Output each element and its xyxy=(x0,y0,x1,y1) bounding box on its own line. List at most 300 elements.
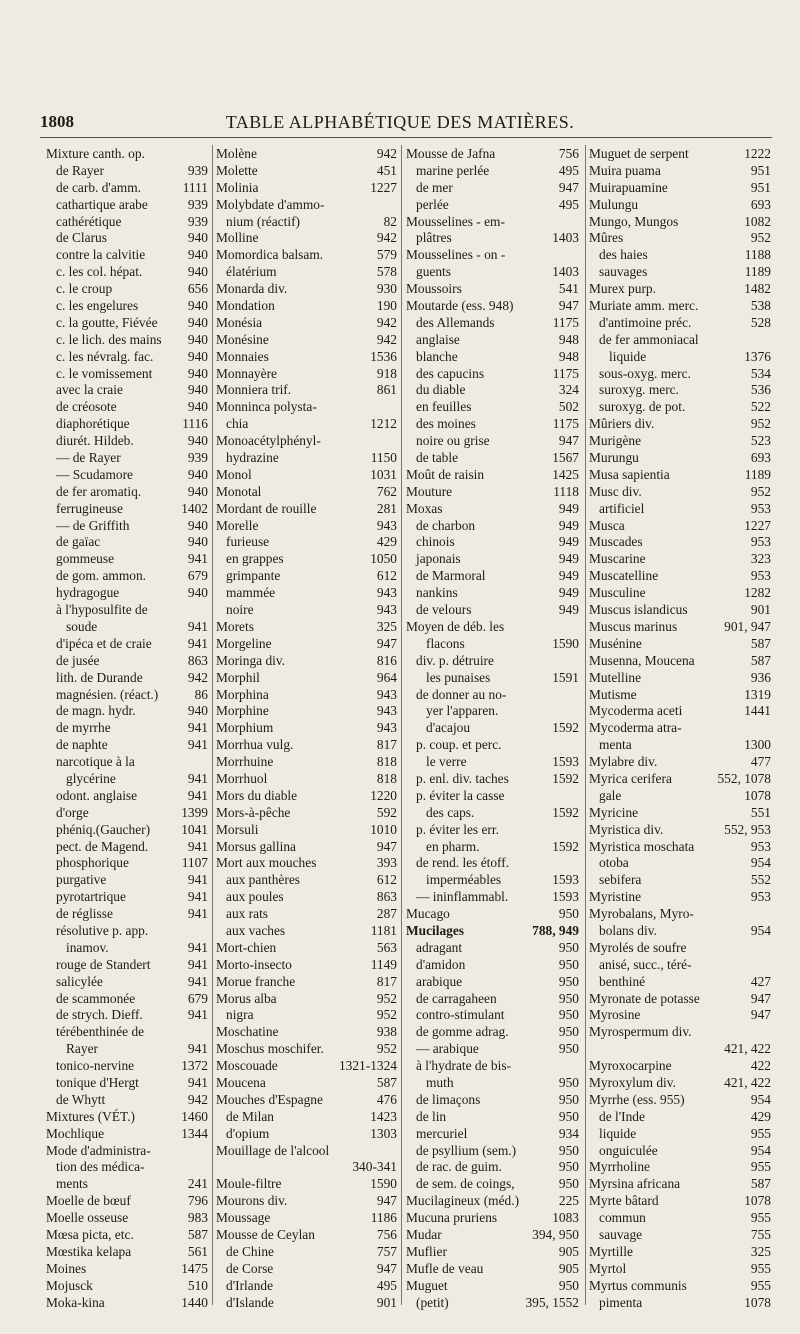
entry-page-ref: 950 xyxy=(558,990,579,1006)
entry-page-ref: 1227 xyxy=(370,179,397,195)
entry-term: ments xyxy=(56,1176,88,1192)
index-entry xyxy=(406,1278,581,1295)
entry-page-ref: 579 xyxy=(376,247,397,263)
index-entry xyxy=(46,1024,210,1041)
index-entry xyxy=(46,957,210,974)
entry-term: suroxyg. merc. xyxy=(599,382,679,398)
entry-page-ref: 1321-1324 xyxy=(338,1058,397,1074)
index-entry xyxy=(406,923,581,940)
entry-page-ref: 523 xyxy=(750,433,771,449)
entry-term: Morsuli xyxy=(216,821,259,837)
index-entry xyxy=(216,214,399,231)
index-entry xyxy=(589,991,773,1008)
entry-term: onguiculée xyxy=(599,1142,658,1158)
entry-term: Mixture canth. op. xyxy=(46,146,145,161)
index-entry xyxy=(589,180,773,197)
index-entry xyxy=(406,450,581,467)
entry-term: muth xyxy=(426,1074,454,1090)
index-entry xyxy=(46,703,210,720)
column-divider xyxy=(212,145,213,1305)
index-column-4 xyxy=(589,146,773,1311)
entry-page-ref: 940 xyxy=(187,230,208,246)
index-entry xyxy=(406,1041,581,1058)
index-entry xyxy=(216,602,399,619)
entry-term: Myrtille xyxy=(589,1243,633,1259)
entry-page-ref: 941 xyxy=(187,787,208,803)
index-entry xyxy=(589,1041,773,1058)
entry-term: de carb. d'amm. xyxy=(56,179,141,195)
entry-page-ref: 940 xyxy=(187,466,208,482)
entry-term: blanche xyxy=(416,348,458,364)
entry-page-ref: 941 xyxy=(187,1041,208,1057)
entry-page-ref: 941 xyxy=(187,770,208,786)
entry-term: Morets xyxy=(216,618,254,634)
entry-term: — Scudamore xyxy=(56,466,133,482)
entry-term: Morphina xyxy=(216,686,269,702)
index-entry xyxy=(406,416,581,433)
entry-page-ref: 940 xyxy=(187,247,208,263)
index-entry xyxy=(46,197,210,214)
entry-term: div. p. détruire xyxy=(416,652,494,668)
entry-page-ref: 1482 xyxy=(744,281,771,297)
index-entry xyxy=(46,754,210,771)
entry-page-ref: 952 xyxy=(750,483,771,499)
index-entry xyxy=(216,855,399,872)
entry-term: à l'hyposulfite de xyxy=(56,602,148,618)
entry-term: de naphte xyxy=(56,737,108,753)
index-entry xyxy=(216,518,399,535)
index-entry xyxy=(406,957,581,974)
index-entry xyxy=(589,889,773,906)
entry-page-ref: 679 xyxy=(187,568,208,584)
entry-page-ref: 393 xyxy=(376,855,397,871)
entry-term: d'opium xyxy=(226,1125,270,1141)
index-entry xyxy=(46,484,210,501)
entry-page-ref: 938 xyxy=(376,1024,397,1040)
entry-page-ref: 541 xyxy=(558,281,579,297)
entry-page-ref: 421, 422 xyxy=(724,1074,771,1090)
entry-term: salicylée xyxy=(56,973,103,989)
entry-page-ref: 947 xyxy=(558,433,579,449)
entry-term: en pharm. xyxy=(426,838,480,854)
entry-page-ref: 1189 xyxy=(744,264,771,280)
index-entry xyxy=(406,433,581,450)
entry-term: élatérium xyxy=(226,264,277,280)
entry-term: de fer ammoniacal xyxy=(599,331,699,347)
entry-page-ref: 1282 xyxy=(744,585,771,601)
entry-page-ref: 943 xyxy=(376,602,397,618)
index-entry xyxy=(589,872,773,889)
index-entry xyxy=(406,855,581,872)
page-number: 1808 xyxy=(40,112,74,131)
entry-page-ref: 950 xyxy=(558,1007,579,1023)
entry-term: — ininflammabl. xyxy=(416,889,509,905)
index-entry xyxy=(589,1244,773,1261)
entry-term: lith. de Durande xyxy=(56,669,143,685)
entry-term: Molène xyxy=(216,146,257,161)
index-entry xyxy=(216,1295,399,1312)
entry-page-ref: 950 xyxy=(558,1074,579,1090)
entry-term: Musc div. xyxy=(589,483,642,499)
entry-page-ref: 941 xyxy=(187,1074,208,1090)
entry-page-ref: 1592 xyxy=(552,838,579,854)
entry-page-ref: 756 xyxy=(376,1227,397,1242)
entry-page-ref: 941 xyxy=(187,906,208,922)
entry-page-ref: 950 xyxy=(558,1041,579,1057)
entry-page-ref: 901 xyxy=(376,1294,397,1310)
entry-page-ref: 1593 xyxy=(552,889,579,905)
index-entry xyxy=(46,1278,210,1295)
index-entry xyxy=(46,568,210,585)
entry-term: noire xyxy=(226,602,254,618)
entry-page-ref: 1181 xyxy=(370,922,397,938)
index-entry xyxy=(46,366,210,383)
index-entry xyxy=(216,501,399,518)
entry-page-ref: 863 xyxy=(187,652,208,668)
entry-page-ref: 948 xyxy=(558,348,579,364)
entry-term: Myrtus communis xyxy=(589,1277,687,1293)
entry-term: Muscarine xyxy=(589,551,646,567)
index-entry xyxy=(589,602,773,619)
entry-page-ref: 940 xyxy=(187,433,208,449)
entry-page-ref: 950 xyxy=(558,939,579,955)
entry-term: de donner au no- xyxy=(416,686,507,702)
entry-page-ref: 952 xyxy=(376,1041,397,1057)
index-entry xyxy=(46,737,210,754)
index-entry xyxy=(216,146,399,163)
entry-term: Monoacétylphényl- xyxy=(216,433,321,449)
index-entry xyxy=(406,214,581,231)
entry-term: Mourons div. xyxy=(216,1193,288,1209)
entry-page-ref: 538 xyxy=(750,298,771,314)
index-column-3 xyxy=(406,146,581,1311)
index-entry xyxy=(46,382,210,399)
entry-term: des moines xyxy=(416,416,476,432)
entry-term: le verre xyxy=(426,754,467,770)
index-entry xyxy=(406,822,581,839)
entry-term: Morgeline xyxy=(216,635,272,651)
entry-term: Moutarde (ess. 948) xyxy=(406,298,514,314)
entry-page-ref: 551 xyxy=(750,804,771,820)
entry-page-ref: 940 xyxy=(187,483,208,499)
entry-page-ref: 1107 xyxy=(181,855,208,871)
entry-page-ref: 942 xyxy=(376,230,397,246)
index-entry xyxy=(216,1210,399,1227)
index-entry xyxy=(589,467,773,484)
entry-page-ref: 949 xyxy=(558,585,579,601)
entry-page-ref: 941 xyxy=(187,618,208,634)
entry-page-ref: 1082 xyxy=(744,213,771,229)
entry-term: Moussage xyxy=(216,1210,271,1226)
entry-term: contro-stimulant xyxy=(416,1007,505,1023)
entry-page-ref: 394, 950 xyxy=(532,1227,579,1242)
index-entry xyxy=(589,332,773,349)
entry-page-ref: 947 xyxy=(558,298,579,314)
entry-page-ref: 1175 xyxy=(552,365,579,381)
entry-term: Mousse de Ceylan xyxy=(216,1227,315,1242)
entry-page-ref: 1083 xyxy=(552,1210,579,1226)
entry-term: inamov. xyxy=(66,939,109,955)
entry-page-ref: 940 xyxy=(187,382,208,398)
index-entry xyxy=(406,568,581,585)
index-entry xyxy=(46,501,210,518)
index-entry xyxy=(589,788,773,805)
index-entry xyxy=(589,585,773,602)
entry-term: Mutisme xyxy=(589,686,637,702)
index-entry xyxy=(46,923,210,940)
entry-term: odont. anglaise xyxy=(56,787,138,803)
index-entry xyxy=(589,670,773,687)
entry-term: Mufle de veau xyxy=(406,1260,484,1276)
entry-page-ref: 955 xyxy=(750,1260,771,1276)
entry-page-ref: 1376 xyxy=(744,348,771,364)
index-entry xyxy=(406,1058,581,1075)
index-entry xyxy=(406,1159,581,1176)
index-entry xyxy=(216,974,399,991)
index-entry xyxy=(589,771,773,788)
entry-term: c. le lich. des mains xyxy=(56,331,162,347)
entry-term: benthiné xyxy=(599,973,646,989)
index-entry xyxy=(406,1075,581,1092)
index-entry xyxy=(216,991,399,1008)
entry-term: Molline xyxy=(216,230,259,246)
index-entry xyxy=(406,1024,581,1041)
entry-term: Mucago xyxy=(406,906,450,922)
entry-page-ref: 1567 xyxy=(552,450,579,466)
index-entry xyxy=(589,551,773,568)
entry-page-ref: 1111 xyxy=(182,179,208,195)
entry-term: de carragaheen xyxy=(416,990,497,1006)
index-entry xyxy=(589,653,773,670)
entry-term: c. la goutte, Fiévée xyxy=(56,314,158,330)
entry-term: de Corse xyxy=(226,1260,274,1276)
entry-term: Mouture xyxy=(406,483,453,499)
entry-page-ref: 796 xyxy=(187,1193,208,1209)
index-entry xyxy=(406,653,581,670)
entry-term: Monnayère xyxy=(216,365,277,381)
entry-page-ref: 955 xyxy=(750,1210,771,1226)
entry-term: Musa sapientia xyxy=(589,466,670,482)
entry-term: aux rats xyxy=(226,906,269,922)
entry-term: nium (réactif) xyxy=(226,213,300,229)
entry-term: c. les col. hépat. xyxy=(56,264,143,280)
entry-page-ref: 1031 xyxy=(370,466,397,482)
entry-page-ref: 941 xyxy=(187,939,208,955)
entry-page-ref: 943 xyxy=(376,686,397,702)
entry-term: Mycoderma aceti xyxy=(589,703,683,719)
entry-page-ref: 561 xyxy=(187,1243,208,1259)
entry-term: Myrsina africana xyxy=(589,1176,681,1192)
entry-term: de mer xyxy=(416,179,453,195)
entry-page-ref: 947 xyxy=(376,838,397,854)
entry-page-ref: 950 xyxy=(558,1091,579,1107)
index-entry xyxy=(406,349,581,366)
index-entry xyxy=(216,1075,399,1092)
entry-page-ref: 429 xyxy=(376,534,397,550)
entry-term: phéniq.(Gaucher) xyxy=(56,821,151,837)
index-entry xyxy=(406,264,581,281)
entry-page-ref: 762 xyxy=(376,483,397,499)
entry-page-ref: 1590 xyxy=(370,1176,397,1192)
entry-term: Mondation xyxy=(216,298,275,314)
entry-page-ref: 1592 xyxy=(552,804,579,820)
entry-term: Mort aux mouches xyxy=(216,855,317,871)
entry-page-ref: 941 xyxy=(187,720,208,736)
index-entry xyxy=(46,1210,210,1227)
index-entry xyxy=(46,163,210,180)
index-entry xyxy=(216,230,399,247)
entry-page-ref: 942 xyxy=(376,314,397,330)
index-entry xyxy=(406,619,581,636)
entry-page-ref: 947 xyxy=(376,635,397,651)
entry-page-ref: 1189 xyxy=(744,466,771,482)
entry-term: des haies xyxy=(599,247,648,263)
index-entry xyxy=(216,1227,399,1244)
entry-page-ref: 755 xyxy=(750,1227,771,1242)
index-entry xyxy=(406,889,581,906)
entry-page-ref: 1300 xyxy=(744,737,771,753)
entry-term: sauvage xyxy=(599,1227,643,1242)
entry-term: Morphine xyxy=(216,703,269,719)
entry-page-ref: 942 xyxy=(376,331,397,347)
entry-page-ref: 1188 xyxy=(744,247,771,263)
index-entry xyxy=(216,1092,399,1109)
index-entry xyxy=(406,670,581,687)
entry-page-ref: 552, 1078 xyxy=(717,770,771,786)
entry-term: Muflier xyxy=(406,1243,447,1259)
entry-page-ref: 451 xyxy=(376,162,397,178)
index-entry xyxy=(46,518,210,535)
entry-term: glycérine xyxy=(66,770,116,786)
entry-term: de Milan xyxy=(226,1108,274,1124)
column-divider xyxy=(401,145,402,1305)
index-entry xyxy=(216,906,399,923)
index-entry xyxy=(46,298,210,315)
entry-term: phosphorique xyxy=(56,855,129,871)
entry-page-ref: 86 xyxy=(194,686,208,702)
index-entry xyxy=(46,214,210,231)
entry-page-ref: 942 xyxy=(187,1091,208,1107)
index-entry xyxy=(216,163,399,180)
entry-page-ref: 756 xyxy=(558,146,579,161)
index-entry xyxy=(46,602,210,619)
entry-term: Molybdate d'ammo- xyxy=(216,196,325,212)
index-entry xyxy=(216,399,399,416)
index-entry xyxy=(589,484,773,501)
index-entry xyxy=(46,1295,210,1312)
entry-page-ref: 1220 xyxy=(370,787,397,803)
entry-page-ref: 954 xyxy=(750,855,771,871)
entry-term: yer l'apparen. xyxy=(426,703,499,719)
entry-term: Moscouade xyxy=(216,1058,278,1074)
entry-page-ref: 941 xyxy=(187,838,208,854)
index-entry xyxy=(46,281,210,298)
index-entry xyxy=(46,974,210,991)
index-entry xyxy=(216,923,399,940)
index-entry xyxy=(46,720,210,737)
index-entry xyxy=(216,332,399,349)
index-entry xyxy=(406,1109,581,1126)
index-entry xyxy=(216,1058,399,1075)
entry-page-ref: 930 xyxy=(376,281,397,297)
entry-page-ref: 552 xyxy=(750,872,771,888)
entry-term: tonique d'Hergt xyxy=(56,1074,139,1090)
entry-page-ref: 936 xyxy=(750,669,771,685)
entry-term: Musculine xyxy=(589,585,646,601)
entry-page-ref: 592 xyxy=(376,804,397,820)
index-entry xyxy=(406,872,581,889)
index-entry xyxy=(46,1261,210,1278)
entry-page-ref: 1592 xyxy=(552,770,579,786)
entry-page-ref: 941 xyxy=(187,956,208,972)
entry-page-ref: 340-341 xyxy=(352,1159,397,1175)
index-entry xyxy=(216,889,399,906)
entry-page-ref: 951 xyxy=(750,162,771,178)
entry-term: de lin xyxy=(416,1108,447,1124)
index-entry xyxy=(406,805,581,822)
index-entry xyxy=(216,247,399,264)
entry-term: Moschatine xyxy=(216,1024,279,1040)
entry-term: Myristica div. xyxy=(589,821,664,837)
index-entry xyxy=(216,940,399,957)
entry-term: purgative xyxy=(56,872,107,888)
index-entry xyxy=(406,1244,581,1261)
index-entry xyxy=(46,822,210,839)
index-entry xyxy=(46,264,210,281)
entry-term: d'Islande xyxy=(226,1294,274,1310)
entry-term: Myrosine xyxy=(589,1007,641,1023)
entry-term: pyrotartrique xyxy=(56,889,126,905)
entry-term: — de Griffith xyxy=(56,517,130,533)
index-entry xyxy=(406,720,581,737)
entry-term: Mousselines - on - xyxy=(406,247,506,263)
entry-page-ref: 1593 xyxy=(552,754,579,770)
entry-term: pimenta xyxy=(599,1294,643,1310)
entry-term: nankins xyxy=(416,585,458,601)
entry-term: de Clarus xyxy=(56,230,107,246)
index-entry xyxy=(216,754,399,771)
entry-page-ref: 947 xyxy=(750,1007,771,1023)
index-entry xyxy=(216,1278,399,1295)
running-head: TABLE ALPHABÉTIQUE DES MATIÈRES. xyxy=(225,112,575,132)
entry-page-ref: 940 xyxy=(187,703,208,719)
entry-page-ref: 1425 xyxy=(552,466,579,482)
entry-page-ref: 757 xyxy=(376,1243,397,1259)
index-entry xyxy=(589,568,773,585)
entry-term: Monol xyxy=(216,466,252,482)
entry-page-ref: 941 xyxy=(187,551,208,567)
index-entry xyxy=(589,416,773,433)
entry-term: Moût de raisin xyxy=(406,466,485,482)
index-entry xyxy=(46,1193,210,1210)
entry-term: Mouches d'Espagne xyxy=(216,1091,323,1107)
entry-page-ref: 947 xyxy=(558,179,579,195)
index-entry xyxy=(406,771,581,788)
index-entry xyxy=(406,230,581,247)
index-entry xyxy=(406,585,581,602)
index-entry xyxy=(406,551,581,568)
entry-page-ref: 950 xyxy=(558,1024,579,1040)
index-entry xyxy=(406,1092,581,1109)
entry-page-ref: 954 xyxy=(750,1142,771,1158)
index-entry xyxy=(406,906,581,923)
entry-term: plâtres xyxy=(416,230,452,246)
index-entry xyxy=(406,602,581,619)
entry-term: furieuse xyxy=(226,534,270,550)
entry-page-ref: 427 xyxy=(750,973,771,989)
entry-term: japonais xyxy=(416,551,461,567)
entry-term: Monnaies xyxy=(216,348,269,364)
